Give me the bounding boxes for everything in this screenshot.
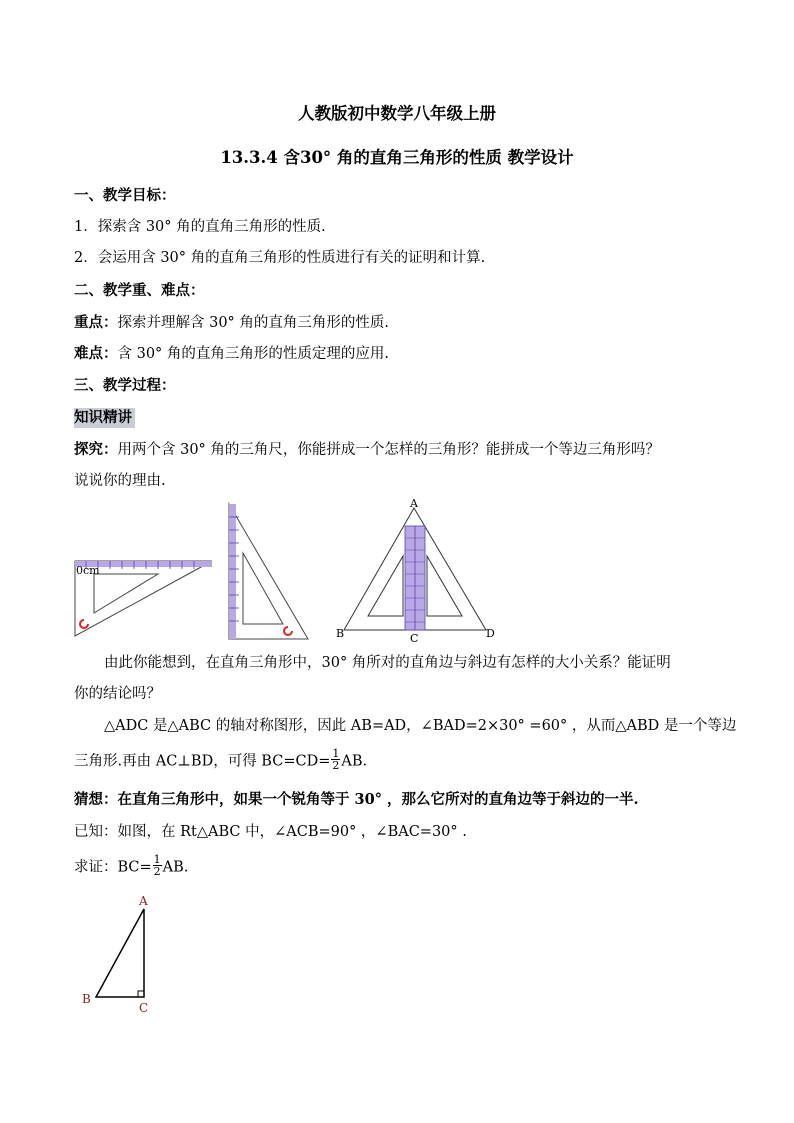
document-subtitle: 13.3.4 含30° 角的直角三角形的性质 教学设计: [220, 148, 574, 167]
fraction-half-2: $\frac{1}{2}$: [153, 853, 161, 878]
document-title: 人教版初中数学八年级上册: [298, 104, 496, 123]
ruler-zero-label: 0cm: [76, 564, 100, 577]
final-label-C: C: [139, 1001, 149, 1015]
discussion-line-4: [74, 747, 368, 773]
assembled-triangle-figure: [334, 498, 500, 644]
explore-label: 探究：: [74, 441, 118, 458]
label-D: D: [486, 627, 495, 640]
discussion-line-2: 你的结论吗？: [74, 686, 161, 702]
goals-heading: 一、教学目标：: [74, 187, 176, 204]
knowledge-tag: 知识精讲: [74, 408, 135, 428]
goal-2: 2．会运用含 30° 角的直角三角形的性质进行有关的证明和计算.: [74, 250, 486, 266]
discussion-line-4-post: AB.: [341, 753, 368, 770]
explore-text-1: 用两个含 30° 角的三角尺，你能拼成一个怎样的三角形？能拼成一个等边三角形吗？: [117, 442, 660, 458]
set-square-horizontal-figure: [74, 558, 214, 638]
difficult-point: [74, 344, 389, 364]
discussion-line-3: △ADC 是△ABC 的轴对称图形，因此 AB=AD，∠BAD=2×30° =60° ，从而△ABD 是一个等边: [104, 718, 737, 734]
goal-1: 1．探索含 30° 角的直角三角形的性质.: [74, 219, 326, 235]
prove-post: AB.: [162, 859, 189, 876]
final-label-B: B: [82, 992, 91, 1006]
label-C: C: [410, 632, 419, 645]
discussion-line-4-pre: 三角形.再由 AC⊥BD，可得 BC=CD=: [74, 753, 331, 770]
conjecture-text: 在直角三角形中，如果一个锐角等于 30° ，那么它所对的直角边等于斜边的一半.: [117, 791, 639, 808]
explore-line-1: [74, 440, 660, 460]
right-triangle-figure: [80, 893, 160, 1018]
key-text: 探索并理解含 30° 角的直角三角形的性质.: [117, 315, 390, 331]
prove-line: [74, 853, 189, 879]
conjecture: [74, 790, 639, 810]
final-label-A: A: [139, 894, 148, 908]
set-square-vertical-figure: [226, 503, 310, 641]
given-line: 已知：如图，在 Rt△ABC 中，∠ACB=90° ，∠BAC=30° .: [74, 824, 467, 840]
label-B: B: [336, 627, 345, 640]
discussion-line-1: 由此你能想到，在直角三角形中，30° 角所对的直角边与斜边有怎样的大小关系？能证明: [104, 655, 671, 671]
hard-label: 难点：: [74, 345, 118, 362]
label-A: A: [410, 497, 418, 510]
key-label: 重点：: [74, 314, 118, 331]
fraction-half: $\frac{1}{2}$: [332, 747, 340, 772]
conjecture-label: 猜想：: [74, 791, 118, 808]
key-point: [74, 313, 389, 333]
explore-line-2: 说说你的理由.: [74, 473, 166, 489]
process-heading: 三、教学过程：: [74, 377, 176, 394]
hard-text: 含 30° 角的直角三角形的性质定理的应用.: [117, 346, 390, 362]
focus-heading: 二、教学重、难点：: [74, 282, 205, 299]
prove-pre: 求证：BC=: [74, 859, 152, 876]
